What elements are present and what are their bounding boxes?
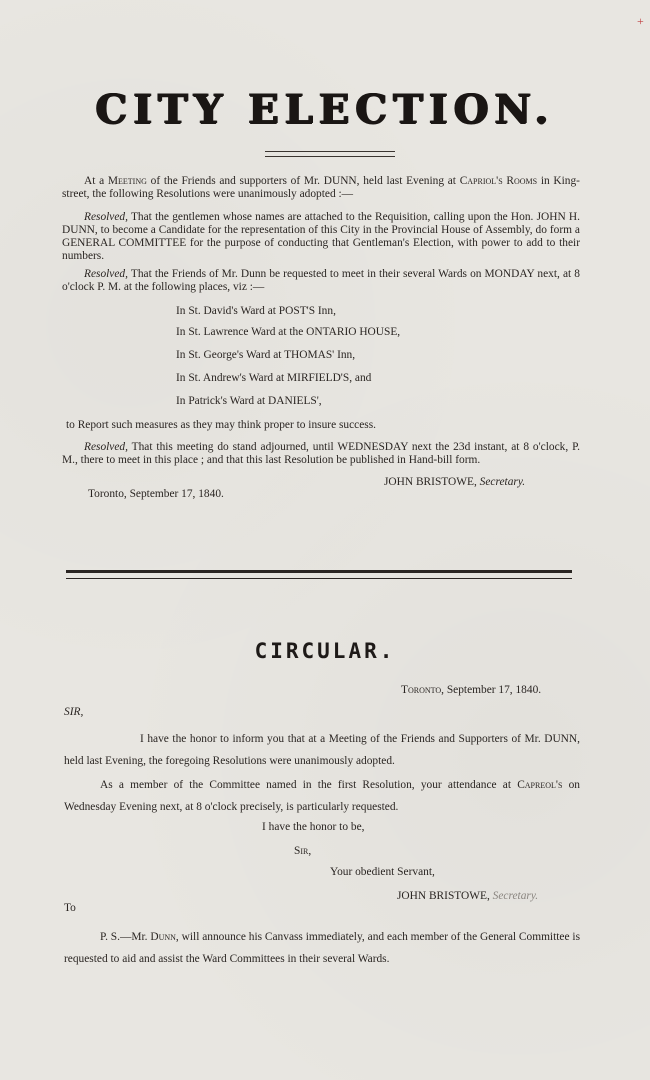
- secretary-signature: JOHN BRISTOWE, Secretary.: [384, 476, 526, 488]
- closing-servant: Your obedient Servant,: [330, 866, 435, 878]
- dateline: Toronto, September 17, 1840.: [88, 488, 224, 500]
- circular-paragraph-2: As a member of the Committee named in the first Resolution, your attendance at Capreol's on Wednesday Evening next, at 8 o'clock precisely, is particularly requested.: [64, 779, 580, 813]
- circular-signature: JOHN BRISTOWE, Secretary.: [397, 890, 539, 902]
- circular-dateline: Toronto, September 17, 1840.: [401, 684, 542, 696]
- closing-sir: Sir,: [294, 845, 312, 857]
- page-title: CITY ELECTION.: [95, 86, 555, 133]
- resolution-3: Resolved, That this meeting do stand adjourned, until WEDNESDAY next the 23d instant, at 8 o'clock, P. M., there to meet in this place ; and that this last Resolution be published in Hand-bill form.: [62, 441, 580, 466]
- circular-title: CIRCULAR.: [254, 639, 396, 663]
- report-line: to Report such measures as they may think proper to insure success.: [66, 419, 377, 431]
- ward-item: In St. George's Ward at THOMAS' Inn,: [176, 349, 356, 361]
- meeting-intro: At a Meeting of the Friends and supporters of Mr. DUNN, held last Evening at Capriol's Rooms in King-street, the following Resolutions were unanimously adopted :—: [62, 175, 580, 200]
- resolution-2: Resolved, That the Friends of Mr. Dunn be requested to meet in their several Wards on MONDAY next, at 8 o'clock P. M. at the following places, viz :—: [62, 268, 580, 293]
- salutation: SIR,: [64, 706, 84, 718]
- ward-item: In St. Lawrence Ward at the ONTARIO HOUSE,: [176, 326, 401, 338]
- circular-paragraph-1: I have the honor to inform you that at a Meeting of the Friends and Supporters of Mr. DUNN, held last Evening, the foregoing Resolutions were unanimously adopted.: [64, 733, 580, 767]
- section-divider: [66, 570, 572, 579]
- corner-mark-icon: +: [637, 14, 644, 28]
- resolution-1: Resolved, That the gentlemen whose names are attached to the Requisition, calling upon the Hon. JOHN H. DUNN, to become a Candidate for the representation of this City in the Provincial House of Assembly, do form a GENERAL COMMITTEE for the purpose of conducting that Gentleman's Election, with power to add to their numbers.: [62, 211, 580, 262]
- closing-line: I have the honor to be,: [262, 821, 365, 833]
- ward-item: In Patrick's Ward at DANIELS',: [176, 395, 322, 407]
- ward-item: In St. Andrew's Ward at MIRFIELD'S, and: [176, 372, 372, 384]
- title-divider: [265, 151, 395, 157]
- ward-item: In St. David's Ward at POST'S Inn,: [176, 305, 336, 317]
- postscript: P. S.—Mr. Dunn, will announce his Canvass immediately, and each member of the General Committee is requested to aid and assist the Ward Committees in their several Wards.: [64, 931, 581, 965]
- addressee-line: To: [64, 902, 76, 914]
